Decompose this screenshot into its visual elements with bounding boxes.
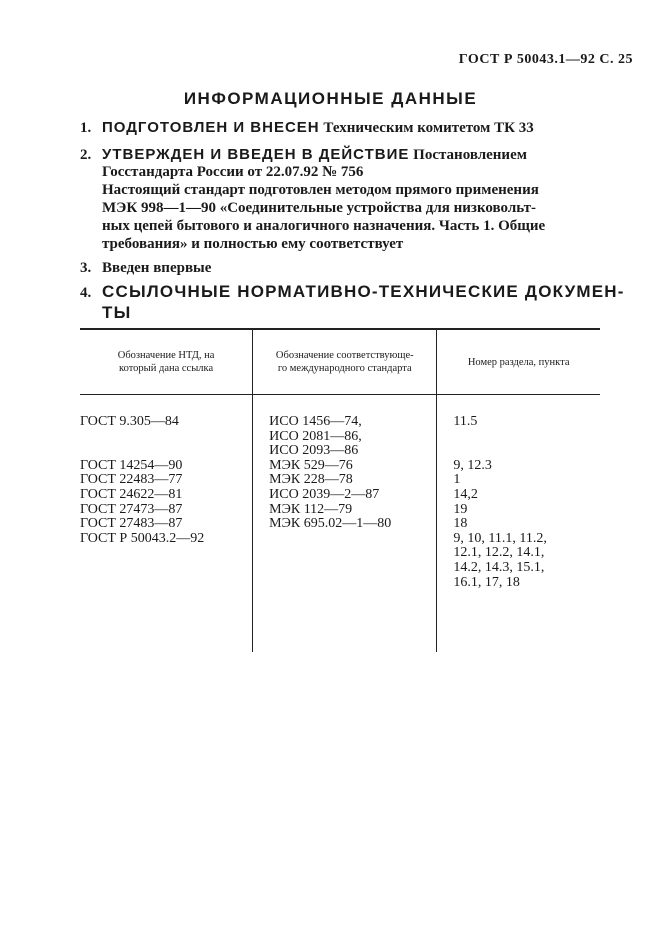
item-number: 4. bbox=[80, 285, 92, 301]
item-2-line: МЭК 998—1—90 «Соединительные устройства для низковольт- bbox=[102, 200, 536, 216]
column-header-intl-standard: Обозначение соответствующе- го международного стандарта bbox=[253, 329, 437, 395]
section-cell: 11.5 bbox=[453, 414, 478, 429]
item-number: 2. bbox=[80, 147, 92, 163]
info-item-2 bbox=[80, 146, 527, 164]
item-heading: ССЫЛОЧНЫЕ НОРМАТИВНО-ТЕХНИЧЕСКИЕ ДОКУМЕН- bbox=[102, 282, 625, 301]
column-header-ntd: Обозначение НТД, на который дана ссылка bbox=[80, 329, 253, 395]
item-2-line: требования» и полностью ему соответствует bbox=[102, 236, 404, 252]
table-row bbox=[80, 415, 600, 459]
ntd-cell: ГОСТ 14254—90 ГОСТ 22483—77 ГОСТ 24622—81 ГОСТ 27473—87 ГОСТ 27483—87 ГОСТ Р 50043.2—92 bbox=[80, 459, 253, 590]
item-heading: УТВЕРЖДЕН И ВВЕДЕН В ДЕЙСТВИЕ bbox=[102, 146, 410, 163]
item-text: Техническим комитетом ТК 33 bbox=[319, 120, 534, 136]
page-title: ИНФОРМАЦИОННЫЕ ДАННЫЕ bbox=[183, 89, 478, 108]
item-text: Введен впервые bbox=[102, 260, 212, 276]
info-item-3 bbox=[80, 260, 211, 277]
intl-standard-cell: ИСО 1456—74, ИСО 2081—86, ИСО 2093—86 bbox=[253, 415, 437, 459]
item-2-line: ных цепей бытового и аналогичного назначения. Часть 1. Общие bbox=[102, 218, 546, 234]
section-cell: 9, 12.3 1 14,2 19 18 9, 10, 11.1, 11.2, 12.1, 12.2, 14.1, 14.2, 14.3, 15.1, 16.1, 17, 18 bbox=[453, 457, 547, 590]
table-header-row bbox=[80, 329, 600, 395]
ntd-cell: ГОСТ 9.305—84 bbox=[80, 415, 253, 459]
item-2-line: Госстандарта России от 22.07.92 № 756 bbox=[102, 164, 364, 180]
info-item-4 bbox=[80, 282, 625, 302]
table-row bbox=[80, 459, 600, 590]
intl-standard-cell: МЭК 529—76 МЭК 228—78 ИСО 2039—2—87 МЭК 112—79 МЭК 695.02—1—80 bbox=[253, 459, 437, 590]
item-number: 3. bbox=[80, 260, 92, 276]
item-text: Постановлением bbox=[409, 147, 527, 163]
item-number: 1. bbox=[80, 120, 92, 136]
info-item-1 bbox=[80, 119, 534, 137]
item-4-heading-continuation: ТЫ bbox=[102, 303, 132, 322]
item-2-line: Настоящий стандарт подготовлен методом прямого применения bbox=[102, 182, 539, 198]
item-heading: ПОДГОТОВЛЕН И ВНЕСЕН bbox=[102, 119, 320, 136]
reference-documents-table bbox=[80, 328, 600, 652]
column-header-section: Номер раздела, пункта bbox=[437, 329, 600, 395]
page-header-reference: ГОСТ Р 50043.1—92 С. 25 bbox=[458, 52, 633, 67]
